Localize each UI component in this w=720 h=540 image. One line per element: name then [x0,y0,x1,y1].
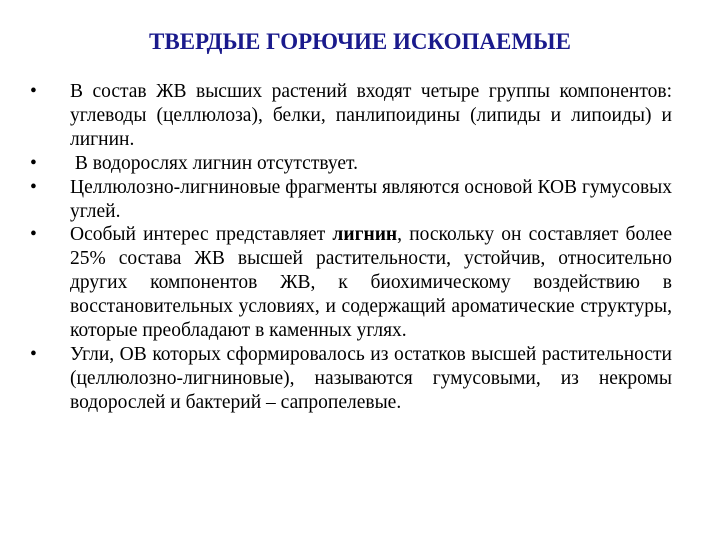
bullet-item-1 [30,80,672,152]
bullet-icon: • [30,224,37,246]
bullet-text-3: Целлюлозно-лигниновые фрагменты являются основой КОВ гумусовых углей. [70,176,672,222]
bullet-item-3 [30,176,672,224]
bullet-icon: • [30,176,37,198]
bullet-item-2 [30,152,672,176]
bullet-text-4 [70,224,672,341]
bullet-icon: • [30,152,37,174]
bullet-list [30,80,672,415]
slide-title: ТВЕРДЫЕ ГОРЮЧИЕ ИСКОПАЕМЫЕ [149,29,571,54]
bullet-text-1: В состав ЖВ высших растений входят четыре группы компонентов: углеводы (целлюлоза), белки, панлипоидины (липиды и липоиды) и лигнин. [70,81,672,150]
bullet-text-2: В водорослях лигнин отсутствует. [70,152,358,174]
bullet-item-4 [30,223,672,343]
bullet-icon: • [30,81,37,102]
bullet-text-5: Угли, ОВ которых сформировалось из остатков высшей растительности (целлюлозно-лигниновые), называются гумусовыми, из некромы водорослей и бактерий – сапропелевые. [70,343,672,413]
bullet-text-4-before: Особый интерес представляет [70,224,333,246]
bullet-text-4-after: , поскольку он составляет более 25% состава ЖВ высшей растительности, устойчив, относительно других компонентов ЖВ, к биохимическому воздействию в восстановительных условиях, и содержащий ароматические структуры, которые преобладают в каменных углях. [70,224,672,342]
bullet-item-5 [30,343,672,415]
bullet-icon: • [30,343,37,365]
emphasized-term: лигнин [332,224,398,246]
